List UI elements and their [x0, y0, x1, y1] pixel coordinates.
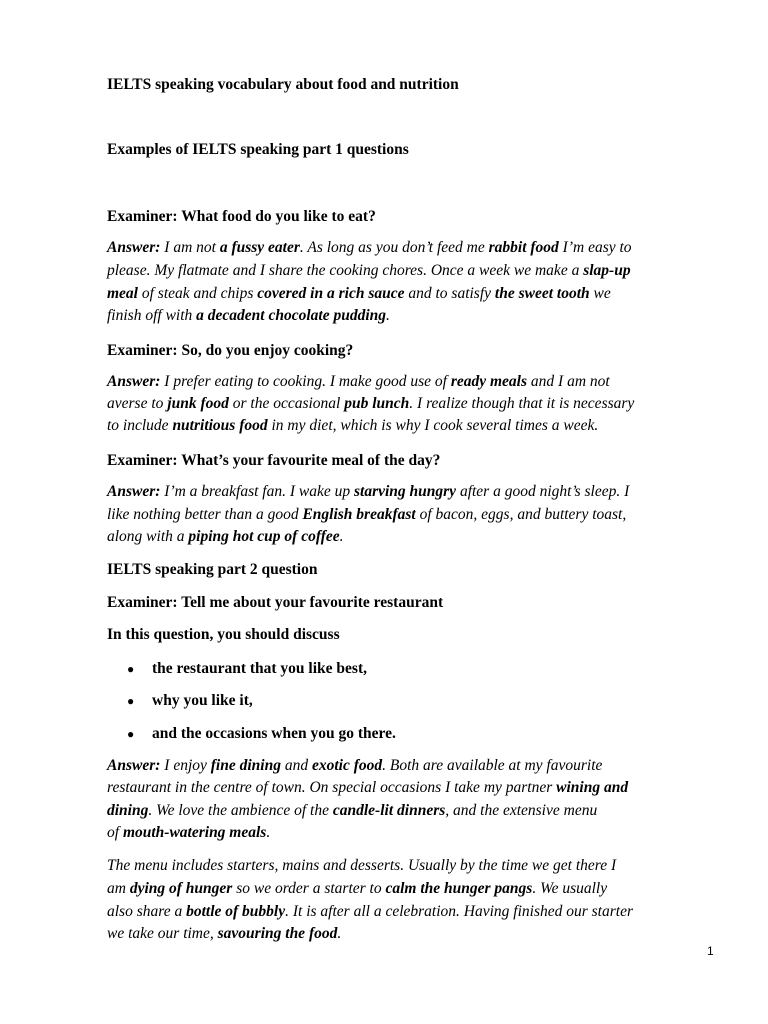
answer-1-line-2: please. My flatmate and I share the cooking chores. Once a week we make a slap-up: [107, 262, 631, 279]
list-item: and the occasions when you go there.: [152, 725, 396, 742]
keyword: pub lunch: [344, 395, 410, 412]
keyword: English breakfast: [302, 506, 416, 523]
answer-3-line-2: like nothing better than a good English breakfast of bacon, eggs, and buttery toast,: [107, 506, 627, 523]
answer-label: Answer:: [107, 373, 161, 390]
answer-1-line-3: meal of steak and chips covered in a rich sauce and to satisfy the sweet tooth we: [107, 285, 611, 302]
keyword: rabbit food: [488, 239, 559, 256]
discuss-intro: In this question, you should discuss: [107, 626, 340, 643]
answer-label: Answer:: [107, 483, 161, 500]
keyword: the sweet tooth: [494, 285, 590, 302]
keyword: a decadent chocolate pudding: [196, 307, 387, 324]
keyword: nutritious food: [172, 417, 268, 434]
keyword: dying of hunger: [129, 880, 233, 897]
section-heading-part2: IELTS speaking part 2 question: [107, 561, 318, 578]
answer-4-para2-line-4: we take our time, savouring the food.: [107, 925, 342, 942]
keyword: mouth-watering meals: [122, 824, 267, 841]
keyword: starving hungry: [353, 483, 457, 500]
section-heading-part1: Examples of IELTS speaking part 1 questions: [107, 141, 409, 158]
keyword: a fussy eater: [219, 239, 300, 256]
keyword: savouring the food: [217, 925, 338, 942]
keyword: slap-up: [583, 262, 631, 279]
answer-1-line-1: Answer: I am not a fussy eater. As long as you don’t feed me rabbit food I’m easy to: [107, 239, 632, 256]
answer-4-para2-line-2: am dying of hunger so we order a starter to calm the hunger pangs. We usually: [107, 880, 608, 897]
answer-2-line-2: averse to junk food or the occasional pub lunch. I realize though that it is necessary: [107, 395, 635, 412]
answer-4-line-1: Answer: I enjoy fine dining and exotic food. Both are available at my favourite: [107, 757, 603, 774]
keyword: calm the hunger pangs: [385, 880, 533, 897]
answer-2-line-1: Answer: I prefer eating to cooking. I make good use of ready meals and I am not: [107, 373, 610, 390]
keyword: covered in a rich sauce: [257, 285, 405, 302]
answer-3-line-1: Answer: I’m a breakfast fan. I wake up starving hungry after a good night’s sleep. I: [107, 483, 630, 500]
answer-4-para2-line-1: The menu includes starters, mains and desserts. Usually by the time we get there I: [107, 857, 617, 874]
answer-label: Answer:: [107, 239, 161, 256]
keyword: piping hot cup of coffee: [188, 528, 340, 545]
bullet-icon: ●: [127, 727, 135, 741]
keyword: fine dining: [210, 757, 281, 774]
answer-4-line-2: restaurant in the centre of town. On special occasions I take my partner wining and: [107, 779, 629, 796]
answer-4-para2-line-3: also share a bottle of bubbly. It is after all a celebration. Having finished our starter: [107, 903, 633, 920]
page-number: 1: [707, 944, 714, 958]
examiner-question-1: Examiner: What food do you like to eat?: [107, 208, 376, 225]
keyword: meal: [107, 285, 138, 302]
keyword: exotic food: [311, 757, 383, 774]
page-title: IELTS speaking vocabulary about food and nutrition: [107, 76, 459, 93]
answer-label: Answer:: [107, 757, 161, 774]
examiner-question-4: Examiner: Tell me about your favourite restaurant: [107, 594, 444, 611]
answer-1-line-4: finish off with a decadent chocolate pudding.: [107, 307, 390, 324]
answer-4-line-3: dining. We love the ambience of the candle-lit dinners, and the extensive menu: [107, 802, 598, 819]
keyword: bottle of bubbly: [186, 903, 286, 920]
keyword: candle-lit dinners: [332, 802, 446, 819]
examiner-question-3: Examiner: What’s your favourite meal of the day?: [107, 452, 441, 469]
examiner-question-2: Examiner: So, do you enjoy cooking?: [107, 342, 354, 359]
answer-2-line-3: to include nutritious food in my diet, which is why I cook several times a week.: [107, 417, 599, 434]
list-item: the restaurant that you like best,: [152, 660, 367, 677]
keyword: ready meals: [450, 373, 528, 390]
keyword: junk food: [167, 395, 229, 412]
bullet-icon: ●: [127, 694, 135, 708]
keyword: wining and: [556, 779, 629, 796]
answer-4-line-4: of mouth-watering meals.: [107, 824, 271, 841]
keyword: dining: [107, 802, 149, 819]
list-item: why you like it,: [152, 692, 253, 709]
answer-3-line-3: along with a piping hot cup of coffee.: [107, 528, 344, 545]
bullet-icon: ●: [127, 662, 135, 676]
